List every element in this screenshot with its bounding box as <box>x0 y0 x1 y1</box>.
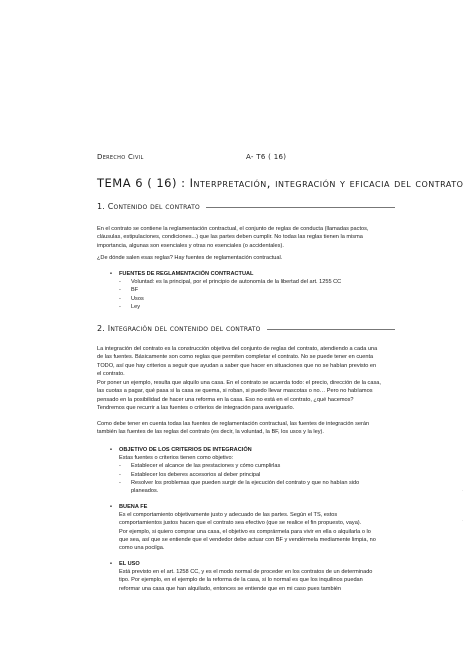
heading-rule <box>267 329 395 330</box>
page-title: TEMA 6 ( 16) : Interpretación, integración y eficacia del contrato <box>97 176 464 190</box>
section-heading-2-text: 2. Integración del contenido del contrato <box>97 324 261 333</box>
list-item: - Establecer el alcance de las prestaciones y cómo cumplirlas <box>110 462 380 470</box>
topic-code: A- T6 ( 16) <box>246 153 287 161</box>
list-item: - Resolver los problemas que pueden surgir de la ejecución del contrato y que no habían sido planeados. <box>110 479 380 495</box>
list-heading: • OBJETIVO DE LOS CRITERIOS DE INTEGRACIÓN <box>110 446 380 454</box>
list-heading: • BUENA FE <box>110 503 380 511</box>
section-heading-1 <box>97 202 395 211</box>
paragraph: En el contrato se contiene la reglamentación contractual, el conjunto de reglas de conducta (llamadas pactos, cláusulas, estipulaciones, condiciones...) que las partes deben cumplir. No todas las reglas tienen la misma importancia, algunas son esenciales y otras no esenciales (o accidentales). <box>97 226 369 249</box>
sources-list <box>110 270 380 311</box>
list-item: - Establecer los deberes accesorios al deber principal <box>110 471 380 479</box>
list-item: - Ley <box>110 303 380 311</box>
list-item: - Voluntad: es la principal, por el principio de autonomía de la libertad del art. 1255 CC <box>110 278 380 286</box>
section-heading-2 <box>97 324 395 333</box>
heading-rule <box>206 207 395 208</box>
paragraph: Por poner un ejemplo, resulta que alquilo una casa. En el contrato se acuerda todo: el precio, dirección de la casa, las cuotas a pagar, qué pasa si la casa se quema, si roban, si puedo llevar mascotas o no… Pero no habíamos pensado en la posibilidad de hacer una reforma en la casa. Eso no está en el contrato, ¿qué hacemos? Tendremos que recurrir a las fuentes o criterios de integración para averiguarlo. <box>97 380 381 412</box>
paragraph: Es el comportamiento objetivamente justo y adecuado de las partes. Según el TS, estos comportamientos justos hacen que el contrato sea efectivo (que se realice el fin propuesto, vaya). <box>119 512 362 527</box>
list-heading: • EL USO <box>110 560 380 568</box>
margin-mark: · <box>462 518 464 523</box>
list-item: - Usos <box>110 295 380 303</box>
paragraph: Como debe tener en cuenta todas las fuentes de reglamentación contractual, las fuentes de integración serán también las fuentes de las reglas del contrato (es decir, la voluntad, la BF, los usos y la ley). <box>97 421 370 436</box>
paragraph: ¿De dónde salen esas reglas? Hay fuentes de reglamentación contractual. <box>97 255 283 261</box>
paragraph: Por ejemplo, si quiero comprar una casa, el objetivo es comprármela para vivir en ella o alquilarla o lo que sea, así que se entiende que el vendedor debe actuar con BF y vendérmela mediamente limpia, no como una pocilga. <box>119 528 376 552</box>
usage-block <box>110 560 380 593</box>
good-faith-block <box>110 503 380 552</box>
list-heading: • FUENTES DE REGLAMENTACIÓN CONTRACTUAL <box>110 270 380 278</box>
paragraph: La integración del contrato es la construcción objetiva del conjunto de reglas del contrato, atendiendo a cada una de las fuentes. Básicamente son como reglas que permiten completar el contrato. No se puede tener en cuenta TODO, así que hay criterios a seguir que ayudan a saber que hacer en situaciones que no se habían previsto en el contrato. <box>97 346 378 378</box>
objective-list <box>110 446 380 495</box>
list-item: - BF <box>110 286 380 294</box>
list-intro: Estas fuentes o criterios tienen como objetivo: <box>119 455 234 462</box>
margin-mark: · <box>462 488 464 493</box>
paragraph: Está previsto en el art. 1258 CC, y es el modo normal de proceder en los contratos de un determinado tipo. Por ejemplo, en el ejemplo de la reforma de la casa, si lo normal es que los inquilinos puedan reformar una casa que han alquilado, entonces se entiende que en mi caso pues también <box>119 569 373 592</box>
section-heading-1-text: 1. Contenido del contrato <box>97 202 200 211</box>
course-name: Derecho Civil <box>97 153 144 161</box>
